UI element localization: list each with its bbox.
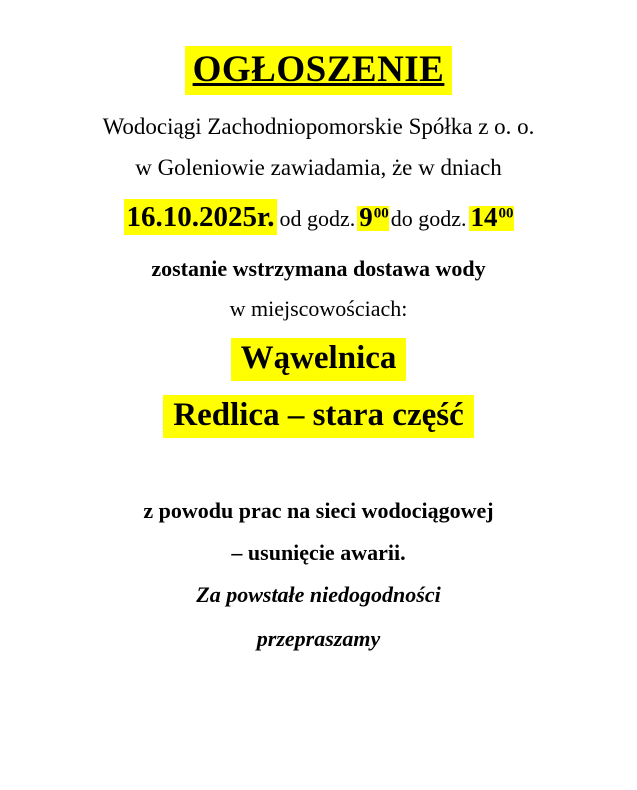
page-title-row <box>30 46 607 95</box>
to-label: do godz. <box>390 206 467 231</box>
reason-line-1: z powodu prac na sieci wodociągowej <box>143 498 494 524</box>
outage-date-time-row <box>30 201 607 234</box>
intro-line-1: Wodociągi Zachodniopomorskie Spółka z o. o. <box>102 114 535 139</box>
to-hour: 14 <box>470 202 498 232</box>
apology-line-1: Za powstałe niedogodności <box>196 582 441 608</box>
locality-name-2: Redlica – stara część <box>163 395 473 439</box>
apology-line-2: przepraszamy <box>256 626 381 652</box>
outage-date: 16.10.2025r. <box>124 199 278 235</box>
to-time <box>469 202 514 232</box>
page-title: OGŁOSZENIE <box>185 46 453 95</box>
locality-row-1 <box>30 338 607 381</box>
from-hour: 9 <box>359 202 373 232</box>
spacer <box>30 452 607 498</box>
locality-row-2 <box>30 395 607 439</box>
reason-line-2: – usunięcie awarii. <box>231 540 406 566</box>
locality-name-1: Wąwelnica <box>231 338 407 381</box>
from-label: od godz. <box>279 206 356 231</box>
intro-line-2: w Goleniowie zawiadamia, że w dniach <box>135 155 502 180</box>
to-minutes: 00 <box>498 205 514 222</box>
from-minutes: 00 <box>373 205 389 222</box>
from-time <box>357 202 389 232</box>
statement-line-1: zostanie wstrzymana dostawa wody <box>151 256 486 281</box>
statement-line-2: w miejscowościach: <box>229 296 408 321</box>
